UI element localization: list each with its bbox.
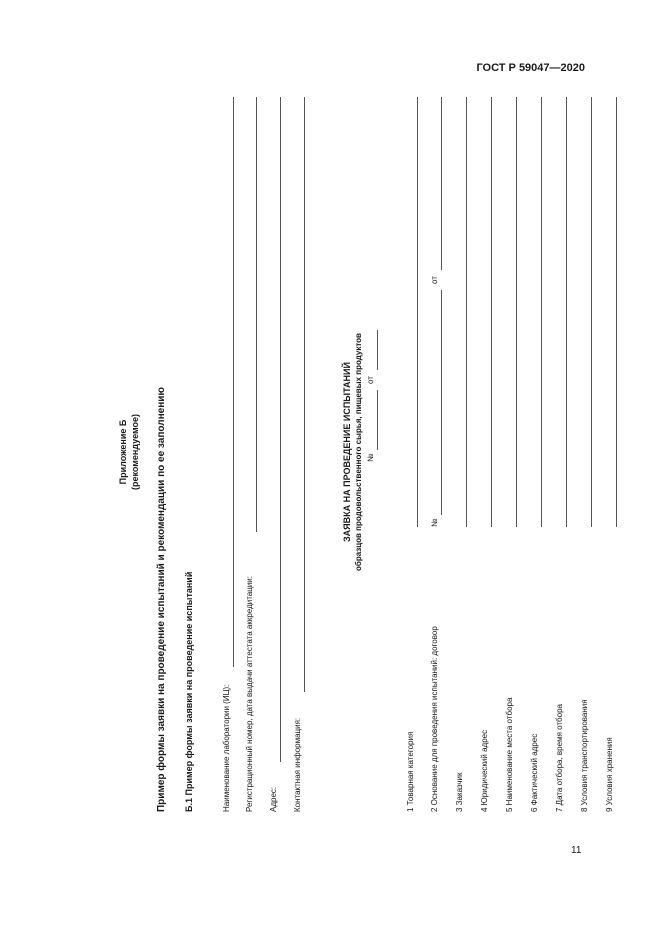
row-test-basis-number-label: № (430, 518, 439, 527)
lab-address-line[interactable] (280, 97, 281, 762)
subsection-title: Б.1 Пример формы заявки на проведение испытаний (184, 571, 194, 812)
row-customer: 3 Заказчик (455, 772, 464, 812)
form-date-line[interactable] (377, 330, 378, 370)
page-number: 11 (571, 845, 582, 856)
document-code-header: ГОСТ Р 59047—2020 (476, 62, 585, 74)
form-title: ЗАЯВКА НА ПРОВЕДЕНИЕ ИСПЫТАНИЙ (342, 362, 352, 542)
section-title: Пример формы заявки на проведение испытаний и рекомендации по ее заполнению (156, 387, 167, 812)
row-customer-line[interactable] (466, 97, 467, 527)
appendix-subtitle: (рекомендуемое) (130, 414, 140, 490)
form-date-label: от (366, 376, 375, 384)
lab-contact-line[interactable] (304, 97, 305, 692)
row-legal-address-line[interactable] (491, 97, 492, 527)
row-test-basis-date-line[interactable] (441, 97, 442, 270)
row-actual-address-line[interactable] (541, 97, 542, 527)
appendix-title: Приложение Б (118, 419, 128, 485)
row-legal-address: 4 Юридический адрес (480, 729, 489, 812)
lab-address-label: Адрес: (269, 786, 278, 812)
lab-name-label: Наименование лаборатории (ИЦ): (222, 684, 231, 812)
form-number-label: № (366, 453, 375, 462)
row-storage-conditions: 9 Условия хранения (605, 737, 614, 812)
row-sampling-place: 5 Наименование места отбора (505, 697, 514, 812)
row-storage-conditions-line[interactable] (616, 97, 617, 527)
row-test-basis: 2 Основание для проведения испытаний: договор (430, 626, 439, 812)
row-sampling-date-line[interactable] (566, 97, 567, 527)
row-product-category-line[interactable] (417, 97, 418, 527)
row-sampling-date: 7 Дата отбора, время отбора (555, 704, 564, 812)
row-sampling-place-line[interactable] (516, 97, 517, 527)
row-test-basis-number-line[interactable] (441, 290, 442, 515)
lab-name-line[interactable] (233, 97, 234, 667)
lab-contact-label: Контактная информация: (293, 717, 302, 812)
row-test-basis-date-label: от (430, 276, 439, 284)
lab-registration-label: Регистрационный номер, дата выдачи аттестата аккредитации: (245, 576, 254, 812)
row-transport-conditions: 8 Условия транспортирования (580, 699, 589, 812)
rotated-form-page (110, 92, 661, 812)
form-number-line[interactable] (377, 390, 378, 450)
lab-registration-line[interactable] (256, 97, 257, 532)
row-product-category: 1 Товарная категория (406, 731, 415, 812)
row-actual-address: 6 Фактический адрес (530, 733, 539, 812)
row-transport-conditions-line[interactable] (591, 97, 592, 527)
form-subtitle: образцов продовольственного сырья, пищевых продуктов (354, 333, 363, 571)
